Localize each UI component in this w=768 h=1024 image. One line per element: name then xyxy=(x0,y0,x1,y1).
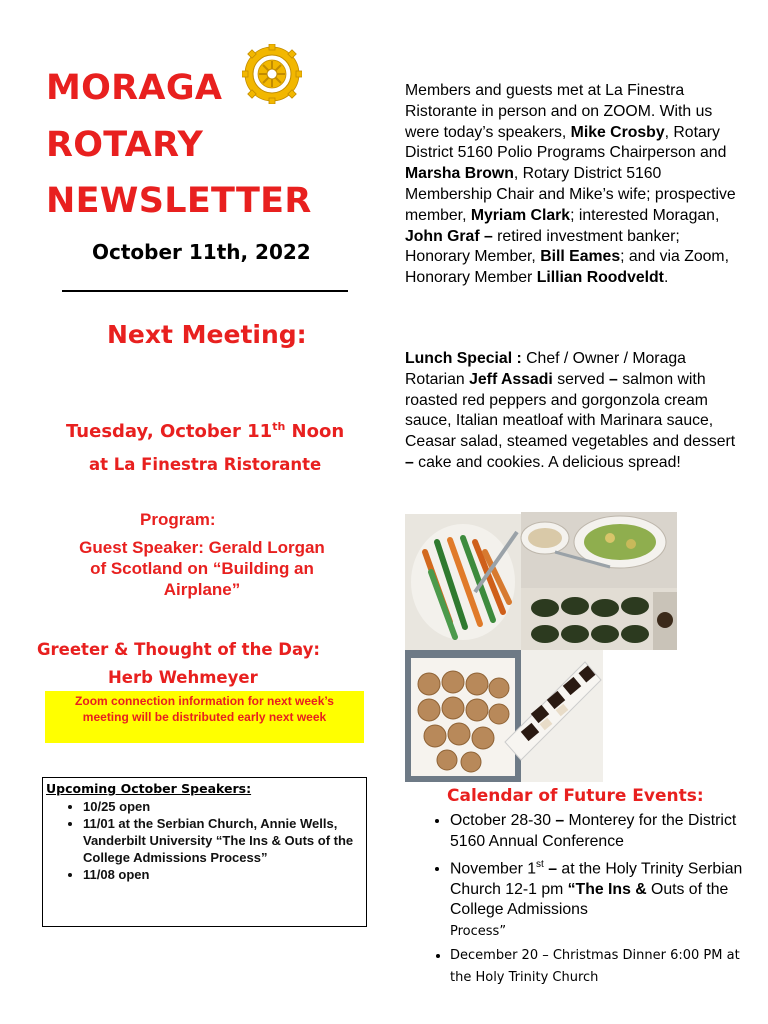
list-item: • October 28-30 – Monterey for the District 5160 Annual Conference xyxy=(450,811,756,853)
meeting-location: at La Finestra Ristorante xyxy=(89,455,322,474)
newsletter-title-line3: NEWSLETTER xyxy=(46,181,312,221)
next-meeting-heading: Next Meeting: xyxy=(107,320,307,349)
calendar-heading: Calendar of Future Events: xyxy=(447,786,704,806)
lunch-label: Lunch Special : xyxy=(405,350,522,367)
program-label: Program: xyxy=(140,510,216,529)
lunch-paragraph: Lunch Special : Chef / Owner / Moraga Rotarian Jeff Assadi served – salmon with roasted red peppers and gorgonzola cream sauce, Italian meatloaf with Marinara sauce, Ceasar salad, steamed vegetables and dessert – cake and cookies. A delicious spread! xyxy=(405,350,736,471)
food-photo-collage xyxy=(405,512,677,782)
list-item: • 11/08 open xyxy=(83,866,366,883)
zoom-notice-text: Zoom connection information for next week’s meeting will be distributed early next week xyxy=(75,694,334,724)
newsletter-date: October 11th, 2022 xyxy=(92,240,311,264)
greeter-name: Herb Wehmeyer xyxy=(108,668,258,687)
zoom-notice xyxy=(45,691,364,743)
meeting-day: Tuesday, October 11th Noon xyxy=(66,420,345,442)
upcoming-speakers-box xyxy=(42,777,367,927)
rotary-wheel-icon xyxy=(242,44,302,104)
greeter-label: Greeter & Thought of the Day: xyxy=(37,640,320,659)
divider xyxy=(62,290,348,292)
program-description: Guest Speaker: Gerald Lorgan of Scotland on “Building an Airplane” xyxy=(79,538,325,599)
list-item: • 11/01 at the Serbian Church, Annie Wells, Vanderbilt University “The Ins & Outs of the College Admissions Process” xyxy=(83,815,366,866)
newsletter-title-line1: MORAGA xyxy=(46,68,223,108)
attendance-paragraph: Members and guests met at La Finestra Ristorante in person and on ZOOM. With us were today’s speakers, Mike Crosby, Rotary District 5160 Polio Programs Chairperson and Marsha Brown, Rotary District 5160 Membership Chair and Mike’s wife; prospective member, Myriam Clark; interested Moragan, John Graf – retired investment banker; Honorary Member, Bill Eames; and via Zoom, Honorary Member Lillian Roodveldt. xyxy=(405,82,736,287)
list-item: • 10/25 open xyxy=(83,798,366,815)
upcoming-speakers-list xyxy=(43,798,366,883)
list-item: • December 20 – Christmas Dinner 6:00 PM at the Holy Trinity Church xyxy=(450,945,756,989)
newsletter-title-line2: ROTARY xyxy=(46,125,204,165)
upcoming-speakers-heading: Upcoming October Speakers: xyxy=(46,781,252,796)
list-item: • November 1st – at the Holy Trinity Serbian Church 12-1 pm “The Ins & Outs of the College Admissions Process” xyxy=(450,855,756,943)
calendar-events xyxy=(426,811,756,991)
